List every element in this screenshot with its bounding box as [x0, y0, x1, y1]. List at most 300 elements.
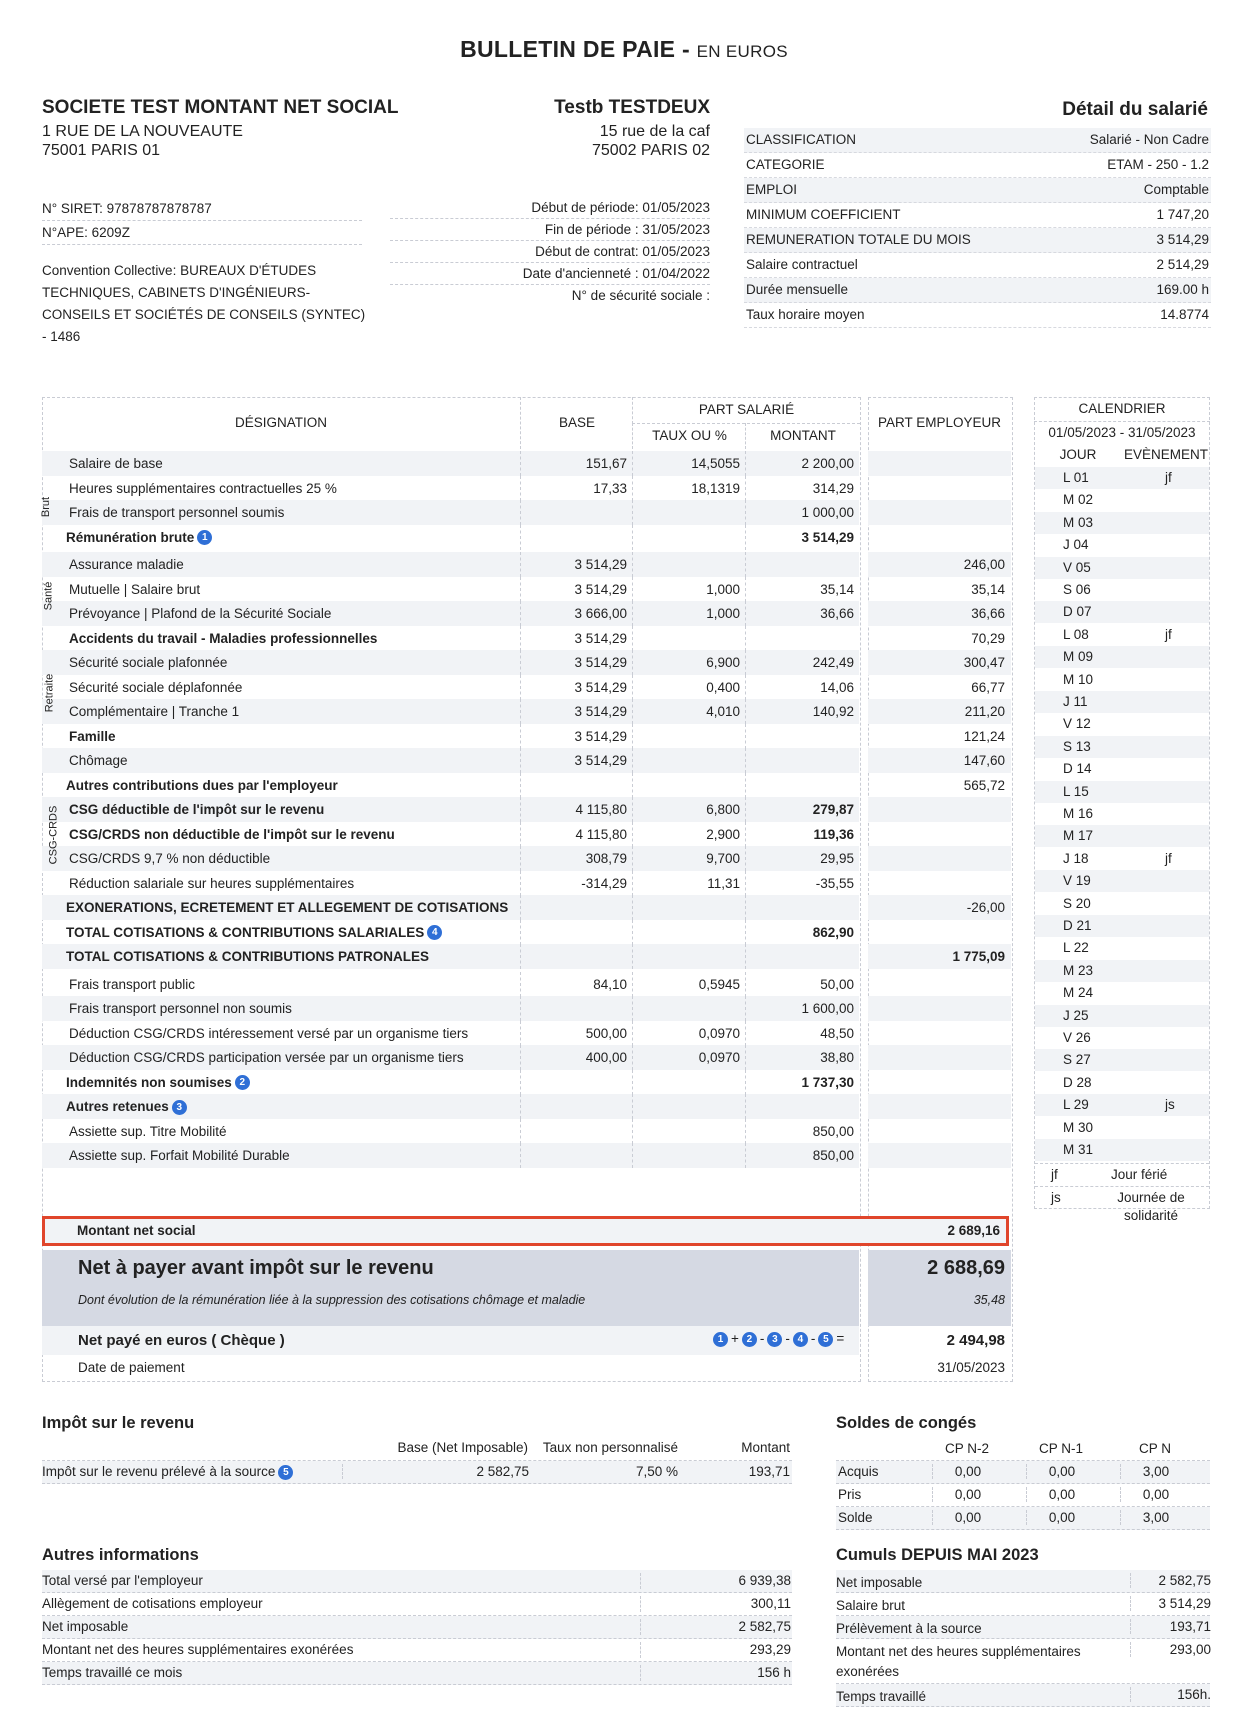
calendar-day-label: V 19 — [1063, 873, 1091, 889]
row-designation — [69, 1021, 468, 1046]
calendar-period: 01/05/2023 - 31/05/2023 — [1034, 421, 1210, 444]
autres-row — [42, 1570, 792, 1593]
detail-row — [744, 228, 1211, 253]
detail-label: CATEGORIE — [746, 157, 825, 172]
row-label: Accidents du travail - Maladies professionnelles — [69, 630, 378, 646]
row-designation — [66, 1094, 187, 1119]
row-label: Rémunération brute — [66, 529, 195, 545]
company-name: SOCIETE TEST MONTANT NET SOCIAL — [42, 97, 399, 118]
row-designation — [69, 1143, 290, 1168]
calendar-day — [1035, 893, 1209, 915]
calendar-day-label: D 21 — [1063, 918, 1092, 933]
row-taux: 1,000 — [632, 601, 740, 626]
conges-cell: 0,00 — [1026, 1487, 1097, 1502]
row-designation — [69, 1045, 464, 1070]
autres-title: Autres informations — [42, 1546, 199, 1564]
row-montant — [745, 748, 854, 773]
detail-label: Salaire contractuel — [746, 257, 858, 272]
row-employeur: 246,00 — [963, 557, 1005, 572]
calendar-title: CALENDRIER — [1078, 401, 1166, 416]
row-montant — [745, 626, 854, 651]
detail-title: Détail du salarié — [1062, 99, 1208, 120]
employer-cell — [868, 895, 1011, 920]
calendar-day-label: L 22 — [1063, 940, 1089, 956]
row-base: 3 514,29 — [520, 626, 627, 651]
row-designation — [69, 822, 395, 847]
conges-header-cell: CP N — [1138, 1441, 1171, 1456]
cumuls-value: 2 582,75 — [1130, 1573, 1211, 1588]
detail-value: 1 747,20 — [1156, 207, 1209, 222]
row-designation — [69, 500, 284, 525]
row-montant: 14,06 — [745, 675, 854, 700]
calendar-day — [1035, 579, 1209, 601]
row-label: Réduction salariale sur heures supplémentaires — [69, 875, 355, 891]
calendar-day-label: M 03 — [1063, 514, 1094, 530]
detail-label: CLASSIFICATION — [746, 132, 857, 147]
row-employeur — [868, 451, 1005, 476]
calendar-day — [1035, 848, 1209, 870]
row-designation — [69, 650, 227, 675]
employer-cell — [868, 699, 1011, 724]
group-label-brut: Brut — [40, 496, 53, 518]
detail-row — [744, 178, 1211, 203]
row-label: Frais transport public — [69, 976, 196, 992]
date-paiement-value: 31/05/2023 — [937, 1360, 1005, 1375]
employer-cell — [868, 500, 1011, 525]
company-ids — [42, 197, 362, 245]
row-designation — [69, 724, 116, 749]
row-base — [520, 895, 627, 920]
header-montant: MONTANT — [745, 423, 860, 449]
employer-cell — [868, 577, 1011, 602]
calendar-day — [1035, 1094, 1209, 1116]
cumuls-label: Temps travaillé — [836, 1689, 927, 1704]
calendar-day-label: M 16 — [1063, 806, 1094, 821]
formula-operator: - — [759, 1331, 765, 1346]
employer-cell — [868, 525, 1011, 550]
legend-code: js — [1051, 1190, 1061, 1205]
period-line: Début de contrat: 01/05/2023 — [390, 241, 710, 263]
employer-cell — [868, 724, 1011, 749]
table-row — [42, 724, 859, 749]
row-employeur: 1 775,09 — [952, 949, 1005, 964]
row-taux — [632, 500, 740, 525]
row-base: 500,00 — [520, 1021, 627, 1046]
row-montant: 1 600,00 — [745, 996, 854, 1021]
row-employeur: 66,77 — [971, 679, 1005, 695]
table-row — [42, 552, 859, 577]
autres-value: 293,29 — [640, 1642, 791, 1658]
formula-operator: = — [836, 1331, 845, 1346]
row-base: 17,33 — [520, 476, 627, 501]
row-designation — [69, 797, 324, 822]
table-row — [42, 1119, 859, 1144]
employer-cell — [868, 552, 1011, 577]
calendar-day — [1035, 1072, 1209, 1094]
row-employeur: 147,60 — [963, 753, 1005, 768]
conges-row-label: Acquis — [838, 1464, 879, 1479]
row-taux — [632, 996, 740, 1021]
row-designation — [69, 699, 239, 724]
row-taux: 6,900 — [632, 650, 740, 675]
row-base: 400,00 — [520, 1045, 627, 1070]
row-base: 3 514,29 — [520, 552, 627, 577]
row-taux: 18,1319 — [632, 476, 740, 501]
calendar-day-label: D 28 — [1063, 1074, 1092, 1090]
conges-row — [836, 1461, 1210, 1484]
calendar-day — [1035, 982, 1209, 1004]
autres-value: 6 939,38 — [640, 1573, 791, 1589]
row-label: Déduction CSG/CRDS intéressement versé par un organisme tiers — [69, 1025, 469, 1041]
row-montant: 1 737,30 — [745, 1070, 854, 1095]
calendar-day-label: S 06 — [1063, 582, 1091, 597]
row-taux — [632, 748, 740, 773]
row-taux: 6,800 — [632, 797, 740, 822]
row-employeur — [868, 1143, 1005, 1168]
net-social-row — [42, 1216, 1009, 1246]
row-taux — [632, 895, 740, 920]
row-label: CSG déductible de l'impôt sur le revenu — [69, 802, 325, 817]
conges-header-cell: CP N-2 — [944, 1441, 989, 1456]
row-employeur — [868, 525, 1005, 550]
row-base — [520, 525, 627, 550]
row-label: Mutuelle | Salaire brut — [69, 581, 201, 597]
row-taux: 0,5945 — [632, 972, 740, 997]
conges-cell: 0,00 — [932, 1510, 1003, 1525]
legend-code: jf — [1051, 1167, 1058, 1182]
table-row — [42, 451, 859, 476]
row-label: Autres contributions dues par l'employeur — [66, 777, 338, 793]
row-employeur — [868, 972, 1005, 997]
employer-cell — [868, 871, 1011, 896]
calendar-day-event: jf — [1165, 850, 1172, 866]
table-row — [42, 675, 859, 700]
calendar-day-event: js — [1165, 1097, 1175, 1113]
row-taux: 9,700 — [632, 846, 740, 871]
period-line: Date d'ancienneté : 01/04/2022 — [390, 263, 710, 285]
row-label: EXONERATIONS, ECRETEMENT ET ALLEGEMENT DE COTISATIONS — [66, 900, 509, 915]
row-designation — [69, 675, 242, 700]
row-montant — [745, 944, 854, 969]
cumuls-label: Salaire brut — [836, 1598, 906, 1613]
period-line: Début de période: 01/05/2023 — [390, 197, 710, 219]
table-row — [42, 577, 859, 602]
detail-row — [744, 253, 1211, 278]
row-employeur: -26,00 — [966, 900, 1005, 915]
row-montant — [745, 895, 854, 920]
row-montant: 3 514,29 — [745, 525, 854, 550]
row-base — [520, 1094, 627, 1119]
row-label: Chômage — [69, 753, 128, 768]
row-taux — [632, 626, 740, 651]
calendar-day — [1035, 489, 1209, 511]
calendar-day — [1035, 1139, 1209, 1161]
page-title: BULLETIN DE PAIE - EN EUROS — [460, 36, 788, 62]
row-designation — [69, 996, 292, 1021]
row-label: Frais de transport personnel soumis — [69, 505, 285, 520]
calendar-day — [1035, 646, 1209, 668]
table-row — [42, 895, 859, 920]
cumuls-value: 3 514,29 — [1130, 1596, 1211, 1611]
conges-row — [836, 1484, 1210, 1507]
employer-cell — [868, 797, 1011, 822]
row-montant: 1 000,00 — [745, 500, 854, 525]
conges-cell: 0,00 — [1026, 1510, 1097, 1525]
detail-row — [744, 128, 1211, 153]
calendar-day — [1035, 736, 1209, 758]
row-taux — [632, 1094, 740, 1119]
detail-row — [744, 278, 1211, 303]
row-taux — [632, 1143, 740, 1168]
table-row — [42, 871, 859, 896]
row-base — [520, 500, 627, 525]
row-employeur — [868, 1119, 1005, 1144]
employer-cell — [868, 944, 1011, 969]
cumuls-label: Net imposable — [836, 1575, 923, 1590]
row-employeur — [868, 500, 1005, 525]
row-employeur: 70,29 — [971, 630, 1005, 646]
table-row — [42, 996, 859, 1021]
employer-cell — [868, 1143, 1011, 1168]
row-designation — [66, 920, 442, 945]
calendar-day-label: M 17 — [1063, 828, 1094, 844]
period-line: Fin de période : 31/05/2023 — [390, 219, 710, 241]
row-employeur — [868, 846, 1005, 871]
calendar-day-label: M 10 — [1063, 671, 1094, 687]
conges-row-label: Solde — [838, 1510, 873, 1525]
row-taux: 0,0970 — [632, 1021, 740, 1046]
formula-operator: - — [785, 1331, 790, 1346]
row-montant — [745, 1094, 854, 1119]
row-base — [520, 996, 627, 1021]
calendar-day-label: D 07 — [1063, 604, 1092, 620]
row-employeur — [868, 1021, 1005, 1046]
calendar-day — [1035, 960, 1209, 982]
detail-value: Comptable — [1143, 182, 1209, 197]
autres-table — [42, 1570, 792, 1685]
table-row — [42, 1070, 859, 1095]
calendar-day — [1035, 937, 1209, 959]
row-label: Assiette sup. Forfait Mobilité Durable — [69, 1148, 290, 1163]
conges-header — [836, 1438, 1210, 1461]
row-employeur: 35,14 — [971, 581, 1005, 597]
calendar-col-jour: JOUR — [1059, 447, 1097, 462]
row-label: Complémentaire | Tranche 1 — [69, 704, 240, 719]
formula-operator: - — [810, 1331, 816, 1346]
row-base: -314,29 — [520, 871, 627, 896]
calendar-day — [1035, 915, 1209, 937]
row-base — [520, 1119, 627, 1144]
row-employeur — [868, 476, 1005, 501]
table-row — [42, 626, 859, 651]
row-base: 3 514,29 — [520, 577, 627, 602]
calendar-legend-row — [1035, 1163, 1209, 1186]
row-montant: 850,00 — [745, 1143, 854, 1168]
calendar-day — [1035, 803, 1209, 825]
table-row — [42, 972, 859, 997]
employer-cell — [868, 846, 1011, 871]
row-montant: 50,00 — [745, 972, 854, 997]
row-employeur — [868, 996, 1005, 1021]
row-taux: 0,0970 — [632, 1045, 740, 1070]
calendar-day-label: J 11 — [1063, 694, 1088, 709]
net-paye-value: 2 494,98 — [946, 1332, 1005, 1349]
badge-icon: 2 — [235, 1075, 250, 1090]
cumuls-value: 193,71 — [1130, 1619, 1211, 1634]
table-row — [42, 476, 859, 501]
row-base — [520, 944, 627, 969]
row-designation — [69, 972, 195, 997]
row-label: Sécurité sociale déplafonnée — [69, 679, 243, 695]
calendar-day — [1035, 1049, 1209, 1071]
calendar-day-label: L 15 — [1063, 783, 1089, 799]
calendar-day-label: M 24 — [1063, 985, 1094, 1001]
row-label: Frais transport personnel non soumis — [69, 1001, 292, 1016]
row-designation — [69, 871, 354, 896]
convention-collective: Convention Collective: BUREAUX D'ÉTUDES TECHNIQUES, CABINETS D'INGÉNIEURS-CONSEILS ET SOCIÉTÉS DE CONSEILS (SYNTEC) - 1486 — [42, 263, 366, 344]
row-label: Famille — [69, 728, 116, 744]
row-taux: 11,31 — [632, 871, 740, 896]
row-employeur: 565,72 — [963, 777, 1005, 793]
detail-value: 14.8774 — [1160, 307, 1209, 322]
calendar-day-label: J 25 — [1063, 1007, 1089, 1023]
formula-badge: 2 — [742, 1332, 757, 1347]
employer-cell — [868, 1119, 1011, 1144]
ape: N°APE: 6209Z — [42, 221, 362, 245]
employee-address: 15 rue de la caf 75002 PARIS 02 — [591, 123, 710, 159]
table-row — [42, 748, 859, 773]
row-designation — [69, 476, 337, 501]
header-part-employeur: PART EMPLOYEUR — [877, 415, 1002, 430]
employer-cell — [868, 675, 1011, 700]
conges-cell: 0,00 — [1026, 1464, 1097, 1479]
employer-cell — [868, 972, 1011, 997]
calendar-day — [1035, 781, 1209, 803]
calendar-day-event: jf — [1165, 470, 1172, 485]
table-row — [42, 846, 859, 871]
formula-badge: 3 — [767, 1332, 782, 1347]
net-social-value: 2 689,16 — [947, 1223, 1000, 1238]
row-base — [520, 920, 627, 945]
row-base — [520, 1143, 627, 1168]
conges-row-label: Pris — [838, 1487, 862, 1502]
row-employeur — [868, 1094, 1005, 1119]
cumuls-table — [836, 1570, 1210, 1707]
calendar-day-label: M 23 — [1063, 962, 1094, 978]
row-montant: 119,36 — [745, 822, 854, 847]
row-employeur — [868, 920, 1005, 945]
calendar-col-event: EVÈNEMENT — [1123, 447, 1208, 462]
header-designation: DÉSIGNATION — [234, 415, 327, 430]
detail-value: Salarié - Non Cadre — [1089, 132, 1209, 147]
table-row — [42, 944, 859, 969]
conges-table — [836, 1438, 1210, 1530]
conges-row — [836, 1507, 1210, 1530]
employer-cell — [868, 920, 1011, 945]
row-base: 4 115,80 — [520, 797, 627, 822]
row-label: CSG/CRDS 9,7 % non déductible — [69, 851, 271, 866]
impot-table: Base (Net Imposable) Taux non personnalisé Montant Impôt sur le revenu prélevé à la source 5 2 582,75 7,50 % 193,71 — [42, 1438, 792, 1484]
calendar-day — [1035, 467, 1209, 489]
row-base: 3 514,29 — [520, 748, 627, 773]
group-label-csg: CSG-CRDS — [47, 805, 60, 865]
row-label: Prévoyance | Plafond de la Sécurité Sociale — [69, 606, 332, 621]
row-taux — [632, 525, 740, 550]
autres-row — [42, 1639, 792, 1662]
detail-table — [744, 128, 1211, 328]
autres-label: Total versé par l'employeur — [42, 1573, 203, 1588]
autres-value: 2 582,75 — [640, 1619, 791, 1635]
detail-value: 169.00 h — [1156, 282, 1209, 297]
row-designation — [66, 944, 429, 969]
row-employeur: 300,47 — [963, 655, 1005, 670]
siret: N° SIRET: 97878787878787 — [42, 197, 362, 221]
table-row — [42, 601, 859, 626]
calendar-day — [1035, 870, 1209, 892]
calendar-day — [1035, 669, 1209, 691]
net-paye-label: Net payé en euros ( Chèque ) — [78, 1332, 285, 1349]
detail-label: Taux horaire moyen — [746, 307, 865, 322]
conges-cell: 0,00 — [1120, 1487, 1191, 1502]
autres-label: Temps travaillé ce mois — [42, 1665, 183, 1680]
employer-cell — [868, 1070, 1011, 1095]
calendar-day-label: M 30 — [1063, 1119, 1094, 1135]
row-montant: 36,66 — [745, 601, 854, 626]
detail-label: MINIMUM COEFFICIENT — [746, 207, 901, 222]
row-label: Assiette sup. Titre Mobilité — [69, 1123, 227, 1139]
evolution-label: Dont évolution de la rémunération liée à la suppression des cotisations chômage et maladie — [78, 1293, 586, 1307]
row-taux: 1,000 — [632, 577, 740, 602]
table-row — [42, 1094, 859, 1119]
conges-cell: 3,00 — [1120, 1510, 1191, 1525]
autres-label: Net imposable — [42, 1619, 129, 1634]
cumuls-value: 156h. — [1130, 1687, 1211, 1702]
date-paiement-label: Date de paiement — [78, 1360, 185, 1375]
row-label: TOTAL COTISATIONS & CONTRIBUTIONS SALARIALES — [66, 924, 425, 940]
row-label: Heures supplémentaires contractuelles 25 % — [69, 480, 337, 496]
detail-value: ETAM - 250 - 1.2 — [1107, 157, 1209, 172]
autres-row — [42, 1593, 792, 1616]
row-montant: 29,95 — [745, 846, 854, 871]
calendar-day — [1035, 557, 1209, 579]
row-montant: 862,90 — [745, 920, 854, 945]
row-designation — [69, 626, 377, 651]
row-taux — [632, 773, 740, 798]
legend-text: Jour férié — [1111, 1167, 1168, 1182]
calendar-day-label: S 13 — [1063, 738, 1091, 754]
row-taux: 2,900 — [632, 822, 740, 847]
row-montant — [745, 724, 854, 749]
row-employeur: 121,24 — [963, 728, 1005, 744]
row-designation — [69, 1119, 227, 1144]
impot-title: Impôt sur le revenu — [42, 1414, 195, 1432]
detail-value: 3 514,29 — [1156, 232, 1209, 247]
row-montant: 38,80 — [745, 1045, 854, 1070]
row-base: 308,79 — [520, 846, 627, 871]
row-employeur — [868, 1070, 1005, 1095]
row-label: Assurance maladie — [69, 557, 184, 572]
calendar-day-label: L 01 — [1063, 470, 1089, 485]
legend-text: Journée de solidarité — [1117, 1190, 1185, 1223]
row-taux — [632, 724, 740, 749]
row-taux — [632, 552, 740, 577]
row-label: Déduction CSG/CRDS participation versée par un organisme tiers — [69, 1050, 464, 1065]
detail-row — [744, 203, 1211, 228]
autres-label: Montant net des heures supplémentaires exonérées — [42, 1642, 354, 1657]
calendar-day-label: M 02 — [1063, 492, 1094, 508]
net-social-label: Montant net social — [77, 1223, 196, 1238]
cumuls-value: 293,00 — [1130, 1642, 1211, 1657]
